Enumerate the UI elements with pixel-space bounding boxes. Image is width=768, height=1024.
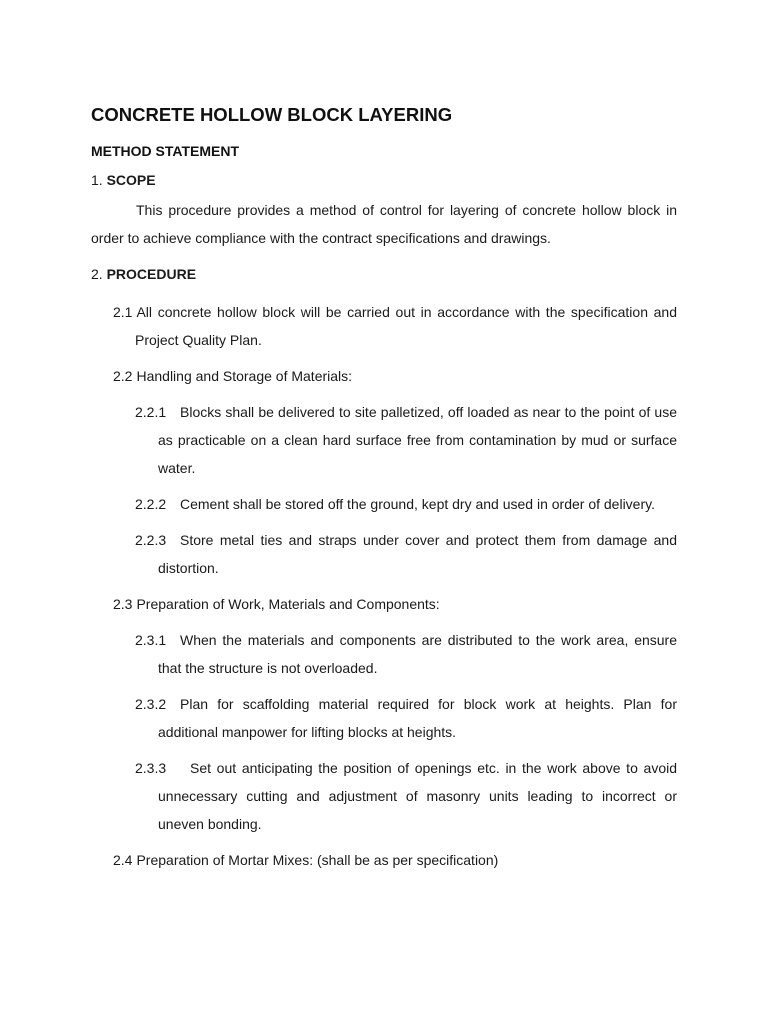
procedure-subitem xyxy=(135,490,677,518)
procedure-item xyxy=(113,590,677,618)
procedure-subitem xyxy=(135,690,677,746)
section-number: 1. xyxy=(91,172,103,188)
procedure-subitem xyxy=(135,626,677,682)
procedure-subitem xyxy=(135,398,677,482)
document-page xyxy=(91,102,677,882)
procedure-item xyxy=(113,846,677,874)
item-number: 2.3.1 xyxy=(135,632,167,648)
item-text: Preparation of Work, Materials and Components: xyxy=(136,596,440,612)
item-number: 2.2.2 xyxy=(135,496,167,512)
procedure-item xyxy=(113,362,677,390)
procedure-item xyxy=(113,298,677,354)
item-text: Cement shall be stored off the ground, kept dry and used in order of delivery. xyxy=(180,496,655,512)
section-label: PROCEDURE xyxy=(106,266,197,282)
section-heading-procedure xyxy=(91,260,677,288)
item-number: 2.2.3 xyxy=(135,532,167,548)
section-number: 2. xyxy=(91,266,103,282)
item-number: 2.3.3 xyxy=(135,760,167,776)
item-text: Set out anticipating the position of openings etc. in the work above to avoid unnecessary cutting and adjustment of masonry units leading to incorrect or uneven bonding. xyxy=(158,760,677,832)
item-text: Handling and Storage of Materials: xyxy=(136,368,353,384)
document-title: CONCRETE HOLLOW BLOCK LAYERING xyxy=(91,104,453,125)
item-text: Blocks shall be delivered to site palletized, off loaded as near to the point of use as practicable on a clean hard surface free from contamination by mud or surface water. xyxy=(158,404,677,476)
section-label: SCOPE xyxy=(106,172,156,188)
item-text: Store metal ties and straps under cover and protect them from damage and distortion. xyxy=(158,532,677,576)
item-number: 2.2.1 xyxy=(135,404,167,420)
item-text: Preparation of Mortar Mixes: (shall be as per specification) xyxy=(136,852,499,868)
scope-paragraph: This procedure provides a method of control for layering of concrete hollow block in order to achieve compliance with the contract specifications and drawings. xyxy=(91,202,677,246)
procedure-subitem xyxy=(135,526,677,582)
document-subtitle: METHOD STATEMENT xyxy=(91,143,240,159)
item-text: Plan for scaffolding material required for block work at heights. Plan for additional manpower for lifting blocks at heights. xyxy=(158,696,677,740)
item-number: 2.3 xyxy=(113,596,133,612)
item-number: 2.3.2 xyxy=(135,696,167,712)
procedure-subitem xyxy=(135,754,677,838)
section-heading-scope xyxy=(91,166,677,194)
item-number: 2.1 xyxy=(113,304,133,320)
item-text: All concrete hollow block will be carried out in accordance with the specification and Project Quality Plan. xyxy=(135,304,677,348)
item-text: When the materials and components are distributed to the work area, ensure that the structure is not overloaded. xyxy=(158,632,677,676)
item-number: 2.4 xyxy=(113,852,133,868)
item-number: 2.2 xyxy=(113,368,133,384)
